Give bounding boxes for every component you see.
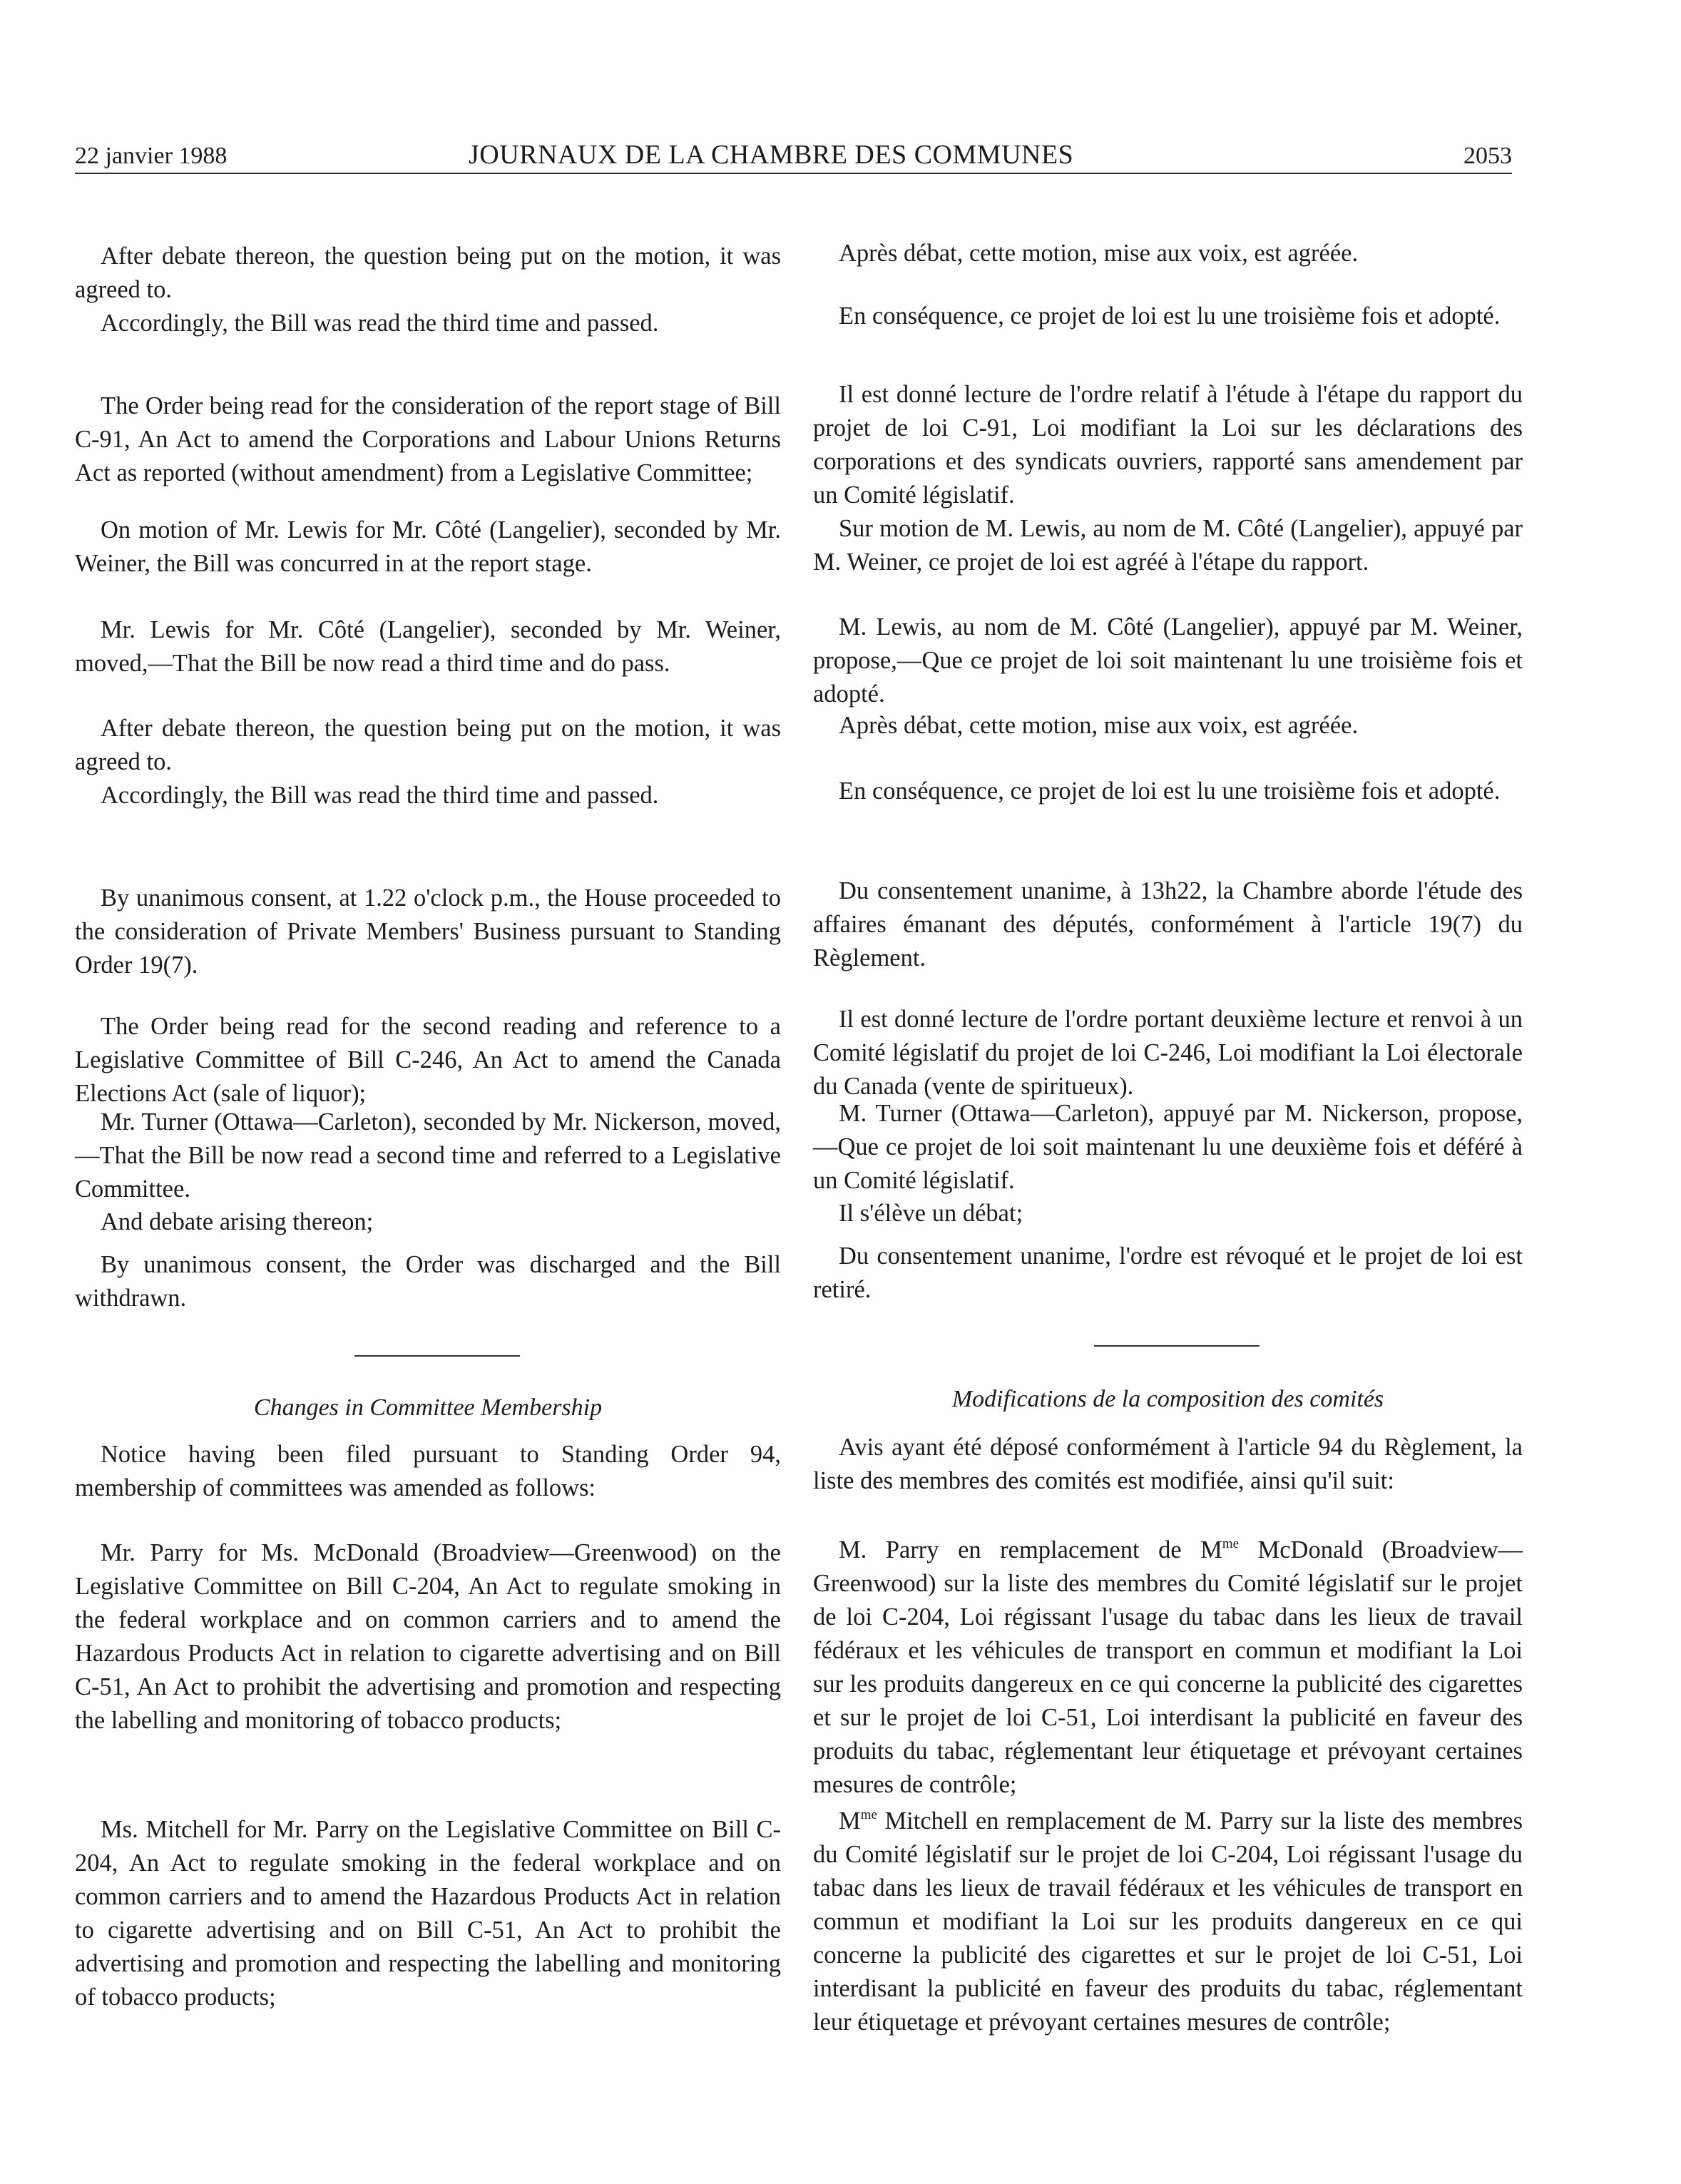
running-header — [75, 133, 1512, 174]
fr-paragraph-14 — [813, 1534, 1523, 1802]
en-paragraph-3: The Order being read for the consideration of the report stage of Bill C-91, An Act to amend the Corporations and Labour Unions Returns Act as reported (without amendment) from a Legislative Committee; — [75, 392, 781, 486]
fr-p14-superscript: me — [1222, 1536, 1240, 1551]
en-paragraph-15: Ms. Mitchell for Mr. Parry on the Legislative Committee on Bill C-204, An Act to regulate smoking in the federal workplace and on common carriers and to amend the Hazardous Products Act in relation to cigarette advertising and on Bill C-51, An Act to prohibit the advertising and promotion and respecting the labelling and monitoring of tobacco products; — [75, 1816, 781, 2011]
en-paragraph-11: And debate arising thereon; — [101, 1208, 374, 1235]
section-divider — [1094, 1345, 1260, 1347]
en-paragraph-4: On motion of Mr. Lewis for Mr. Côté (Langelier), seconded by Mr. Weiner, the Bill was concurred in at the report stage. — [75, 516, 781, 577]
fr-p15-text-b: Mitchell en remplacement de M. Parry sur la liste des membres du Comité législatif sur le projet de loi C-204, Loi régissant l'usage du tabac dans les lieux de travail fédéraux et les véhicules de transport en commun et modifiant la Loi sur les produits dangereux en ce qui concerne la publicité des cigarettes et sur le projet de loi C-51, Loi interdisant la publicité en faveur des produits du tabac, réglementant leur étiquetage et prévoyant certaines mesures de contrôle; — [813, 1807, 1523, 2036]
en-paragraph-14: Mr. Parry for Ms. McDonald (Broadview—Greenwood) on the Legislative Committee on Bill C-204, An Act to regulate smoking in the federal workplace and on common carriers and to amend the Hazardous Products Act in relation to cigarette advertising and on Bill C-51, An Act to prohibit the advertising and promotion and respecting the labelling and monitoring of tobacco products; — [75, 1539, 781, 1734]
fr-paragraph-6: Après débat, cette motion, mise aux voix, est agréée. — [839, 712, 1359, 739]
fr-section-heading: Modifications de la composition des comités — [951, 1386, 1384, 1412]
fr-paragraph-15 — [813, 1805, 1523, 2039]
en-paragraph-10: Mr. Turner (Ottawa—Carleton), seconded by Mr. Nickerson, moved,—That the Bill be now read a second time and referred to a Legislative Committee. — [75, 1108, 781, 1203]
fr-paragraph-11: Il s'élève un débat; — [839, 1200, 1023, 1227]
en-paragraph-12: By unanimous consent, the Order was discharged and the Bill withdrawn. — [75, 1251, 781, 1312]
en-paragraph-9: The Order being read for the second reading and reference to a Legislative Committee of Bill C-246, An Act to amend the Canada Elections Act (sale of liquor); — [75, 1013, 781, 1107]
header-page-number: 2053 — [1463, 143, 1512, 169]
en-paragraph-13: Notice having been filed pursuant to Standing Order 94, membership of committees was amended as follows: — [75, 1441, 781, 1501]
fr-p15-text-a: M — [839, 1807, 861, 1835]
en-paragraph-7: Accordingly, the Bill was read the third time and passed. — [101, 782, 659, 809]
en-paragraph-8: By unanimous consent, at 1.22 o'clock p.m., the House proceeded to the consideration of Private Members' Business pursuant to Standing Order 19(7). — [75, 884, 781, 979]
fr-paragraph-13: Avis ayant été déposé conformément à l'article 94 du Règlement, la liste des membres des comités est modifiée, ainsi qu'il suit: — [813, 1434, 1523, 1494]
fr-paragraph-12: Du consentement unanime, l'ordre est révoqué et le projet de loi est retiré. — [813, 1242, 1523, 1303]
fr-paragraph-7: En conséquence, ce projet de loi est lu une troisième fois et adopté. — [839, 777, 1501, 805]
section-divider — [354, 1355, 520, 1357]
fr-paragraph-4: Sur motion de M. Lewis, au nom de M. Côté (Langelier), appuyé par M. Weiner, ce projet de loi est agréé à l'étape du rapport. — [813, 515, 1523, 576]
fr-paragraph-1: Après débat, cette motion, mise aux voix, est agréée. — [839, 240, 1359, 267]
fr-p15-superscript: me — [860, 1807, 877, 1822]
en-paragraph-1: After debate thereon, the question being put on the motion, it was agreed to. — [75, 243, 781, 303]
en-paragraph-6: After debate thereon, the question being put on the motion, it was agreed to. — [75, 715, 781, 775]
fr-paragraph-10: M. Turner (Ottawa—Carleton), appuyé par M. Nickerson, propose,—Que ce projet de loi soit maintenant lu une deuxième fois et déféré à un Comité législatif. — [813, 1100, 1523, 1194]
fr-paragraph-8: Du consentement unanime, à 13h22, la Chambre aborde l'étude des affaires émanant des députés, conformément à l'article 19(7) du Règlement. — [813, 877, 1523, 971]
fr-paragraph-3: Il est donné lecture de l'ordre relatif à l'étude à l'étape du rapport du projet de loi C-91, Loi modifiant la Loi sur les déclarations des corporations et des syndicats ouvriers, rapporté sans amendement par un Comité législatif. — [813, 381, 1523, 509]
fr-p14-text-b: McDonald (Broadview—Greenwood) sur la liste des membres du Comité législatif sur le projet de loi C-204, Loi régissant l'usage du tabac dans les lieux de travail fédéraux et les véhicules de transport en commun et modifiant la Loi sur les produits dangereux en ce qui concerne la publicité des cigarettes et sur le projet de loi C-51, Loi interdisant la publicité en faveur des produits du tabac, réglementant leur étiquetage et prévoyant certaines mesures de contrôle; — [813, 1536, 1523, 1798]
header-journal-title: JOURNAUX DE LA CHAMBRE DES COMMUNES — [469, 140, 1074, 170]
fr-paragraph-5: M. Lewis, au nom de M. Côté (Langelier), appuyé par M. Weiner, propose,—Que ce projet de loi soit maintenant lu une troisième fois et adopté. — [813, 613, 1523, 708]
en-paragraph-2: Accordingly, the Bill was read the third time and passed. — [101, 310, 659, 337]
en-paragraph-5: Mr. Lewis for Mr. Côté (Langelier), seconded by Mr. Weiner, moved,—That the Bill be now read a third time and do pass. — [75, 616, 781, 677]
fr-paragraph-9: Il est donné lecture de l'ordre portant deuxième lecture et renvoi à un Comité législatif du projet de loi C-246, Loi modifiant la Loi électorale du Canada (vente de spiritueux). — [813, 1006, 1523, 1100]
fr-paragraph-2: En conséquence, ce projet de loi est lu une troisième fois et adopté. — [839, 302, 1501, 330]
header-date: 22 janvier 1988 — [75, 143, 228, 169]
fr-p14-text-a: M. Parry en remplacement de M — [839, 1536, 1222, 1563]
en-section-heading: Changes in Committee Membership — [253, 1394, 603, 1421]
